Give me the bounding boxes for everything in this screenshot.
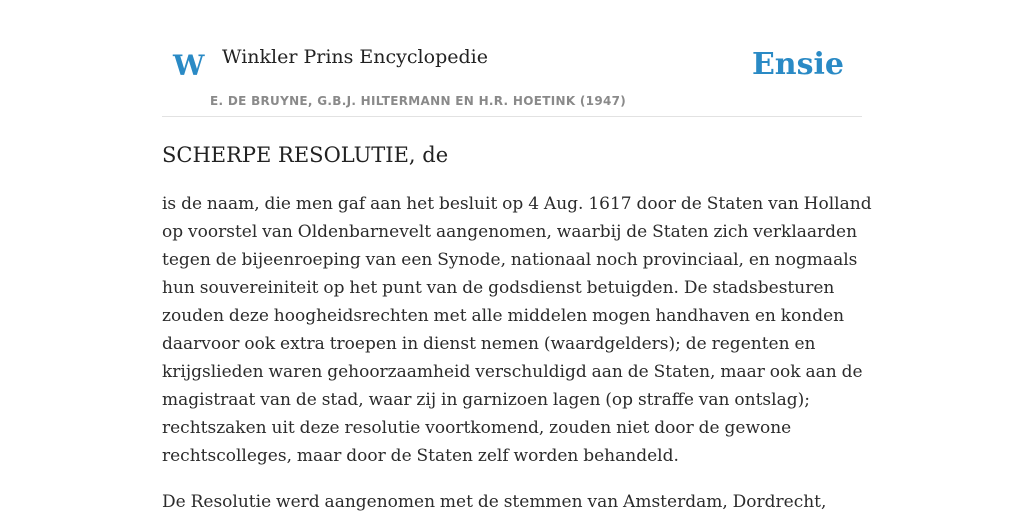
article-body bbox=[162, 190, 872, 512]
article bbox=[162, 138, 872, 512]
article-title: SCHERPE RESOLUTIE, de bbox=[162, 143, 449, 167]
paragraph-line: De Resolutie werd aangenomen met de stemmen van Amsterdam, Dordrecht, bbox=[162, 492, 827, 512]
paragraph-line: krijgslieden waren gehoorzaamheid verschuldigd aan de Staten, maar ook aan de bbox=[162, 362, 863, 382]
paragraph-line: magistraat van de stad, waar zij in garnizoen lagen (op straffe van ontslag); bbox=[162, 390, 810, 410]
winkler-prins-logo[interactable]: W bbox=[173, 49, 205, 82]
paragraph-line: is de naam, die men gaf aan het besluit op 4 Aug. 1617 door de Staten van Holland bbox=[162, 194, 872, 214]
paragraph-line: rechtscolleges, maar door de Staten zelf worden behandeld. bbox=[162, 446, 679, 466]
article-paragraph-1 bbox=[162, 190, 872, 470]
paragraph-line: daarvoor ook extra troepen in dienst nemen (waardgelders); de regenten en bbox=[162, 334, 816, 354]
paragraph-line: op voorstel van Oldenbarnevelt aangenomen, waarbij de Staten zich verklaarden bbox=[162, 222, 858, 242]
site-header bbox=[162, 0, 862, 117]
publication-authors: E. DE BRUYNE, G.B.J. HILTERMANN EN H.R. HOETINK (1947) bbox=[210, 94, 627, 108]
publication-title[interactable]: Winkler Prins Encyclopedie bbox=[222, 46, 488, 68]
paragraph-line: tegen de bijeenroeping van een Synode, nationaal noch provinciaal, en nogmaals bbox=[162, 250, 858, 270]
ensie-logo[interactable]: Ensie bbox=[751, 47, 844, 82]
paragraph-line: hun souvereiniteit op het punt van de godsdienst betuigden. De stadsbesturen bbox=[162, 278, 835, 298]
article-paragraph-2 bbox=[162, 488, 862, 512]
paragraph-line: rechtszaken uit deze resolutie voortkomend, zouden niet door de gewone bbox=[162, 418, 792, 438]
paragraph-line: zouden deze hoogheidsrechten met alle middelen mogen handhaven en konden bbox=[162, 306, 845, 326]
